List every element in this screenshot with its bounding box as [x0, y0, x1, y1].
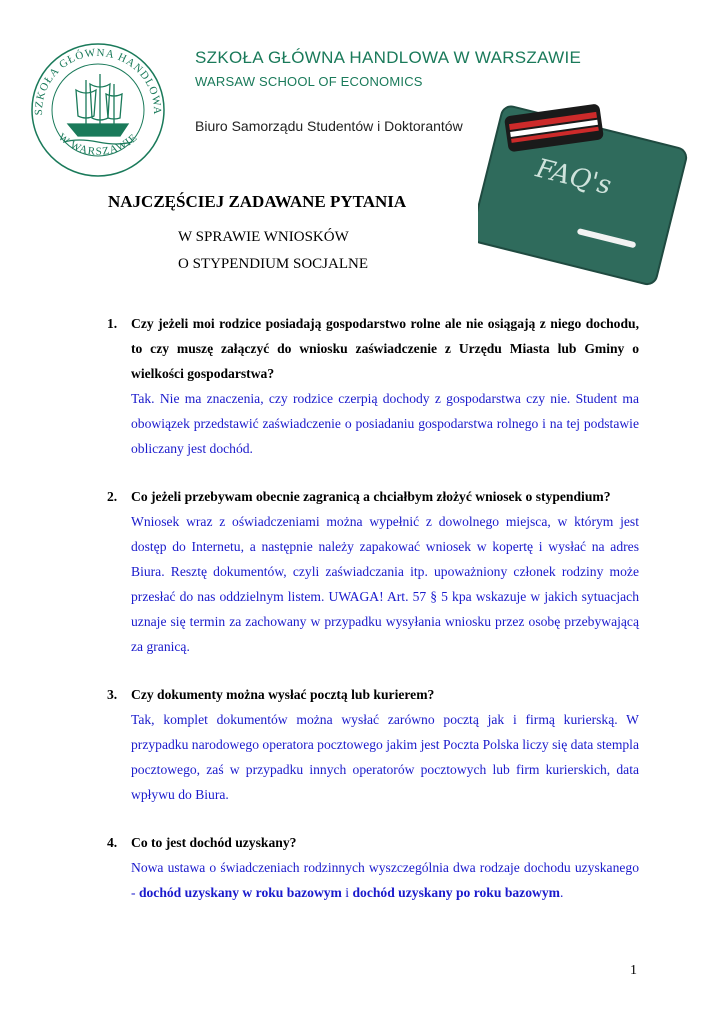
logo-text-top: SZKOŁA GŁÓWNA HANDLOWA: [32, 46, 164, 116]
school-name-pl: SZKOŁA GŁÓWNA HANDLOWA W WARSZAWIE: [195, 48, 582, 67]
faq-question: [107, 830, 639, 855]
faq-question: [107, 311, 639, 386]
faq-number: 4.: [107, 835, 118, 850]
faq-number: 3.: [107, 687, 118, 702]
document-subtitle-line-2: O STYPENDIUM SOCJALNE: [178, 256, 369, 272]
logo-text-bottom: W WARSZAWIE: [55, 131, 141, 158]
faq-answer: Tak, komplet dokumentów można wysłać zarówno pocztą jak i firmą kurierską. W przypadku narodowego operatora pocztowego jakim jest Poczta Polska liczy się data stempla pocztowego, zaś w przypadku innych operatorów pocztowych lub firm kurierskich, data wpływu do Biura.: [131, 712, 639, 802]
faq-answer: Tak. Nie ma znaczenia, czy rodzice czerpią dochody z gospodarstwa czy nie. Student ma obowiązek przedstawić zaświadczenie o posiadaniu gospodarstwa rolnego i na tej podstawie obliczany jest dochód.: [131, 391, 639, 456]
faq-item: [107, 682, 639, 807]
faq-answer-text: i: [341, 885, 353, 900]
document-title: NAJCZĘŚCIEJ ZADAWANE PYTANIA: [108, 192, 407, 211]
document-subtitle-line-1: W SPRAWIE WNIOSKÓW: [178, 229, 349, 245]
faq-answer: [131, 855, 639, 905]
faq-question-text: Co jeżeli przebywam obecnie zagranicą a chciałbym złożyć wniosek o stypendium?: [131, 489, 611, 504]
faq-answer-text: .: [559, 885, 564, 900]
faq-question: [107, 484, 639, 509]
faq-item: [107, 830, 639, 905]
school-name-en: WARSAW SCHOOL OF ECONOMICS: [195, 74, 423, 89]
faq-answer: Wniosek wraz z oświadczeniami można wypełnić z dowolnego miejsca, w którym jest dostęp do Internetu, a następnie należy zapakować wniosek w kopertę i wysłać na adres Biura. Resztę dokumentów, czyli zaświadczania itp. upoważniony członek rodziny może przesłać do nas oddzielnym listem. UWAGA! Art. 57 § 5 kpa wskazuje w jakich sytuacjach uznaje się termin za zachowany w przypadku wysyłania wniosku przez osobę przebywającą za granicą.: [131, 514, 639, 654]
faq-chalkboard-image: [478, 88, 688, 288]
faq-answer-emphasis: dochód uzyskany w roku bazowym: [138, 885, 342, 900]
faq-answer-text: Nowa ustawa o świadczeniach rodzinnych wyszczególnia dwa rodzaje dochodu uzyskanego -: [131, 860, 639, 900]
faq-number: 1.: [107, 316, 118, 331]
faq-item: [107, 311, 639, 461]
school-logo: [28, 40, 168, 180]
faq-question: [107, 682, 639, 707]
faq-number: 2.: [107, 489, 118, 504]
faq-question-text: Co to jest dochód uzyskany?: [131, 835, 297, 850]
faq-item: [107, 484, 639, 659]
page-number: 1: [630, 963, 637, 978]
header-text-block: [195, 48, 581, 89]
faq-question-text: Czy jeżeli moi rodzice posiadają gospodarstwo rolne ale nie osiągają z niego dochodu, to czy muszę załączyć do wniosku zaświadczenie z Urzędu Miasta lub Gminy o wielkości gospodarstwa?: [131, 316, 639, 381]
faq-question-text: Czy dokumenty można wysłać pocztą lub kurierem?: [131, 687, 435, 702]
board-text: FAQ's: [532, 153, 615, 202]
faq-list: [107, 311, 639, 928]
office-name: Biuro Samorządu Studentów i Doktorantów: [195, 118, 463, 134]
faq-answer-emphasis: dochód uzyskany po roku bazowym: [352, 885, 560, 900]
